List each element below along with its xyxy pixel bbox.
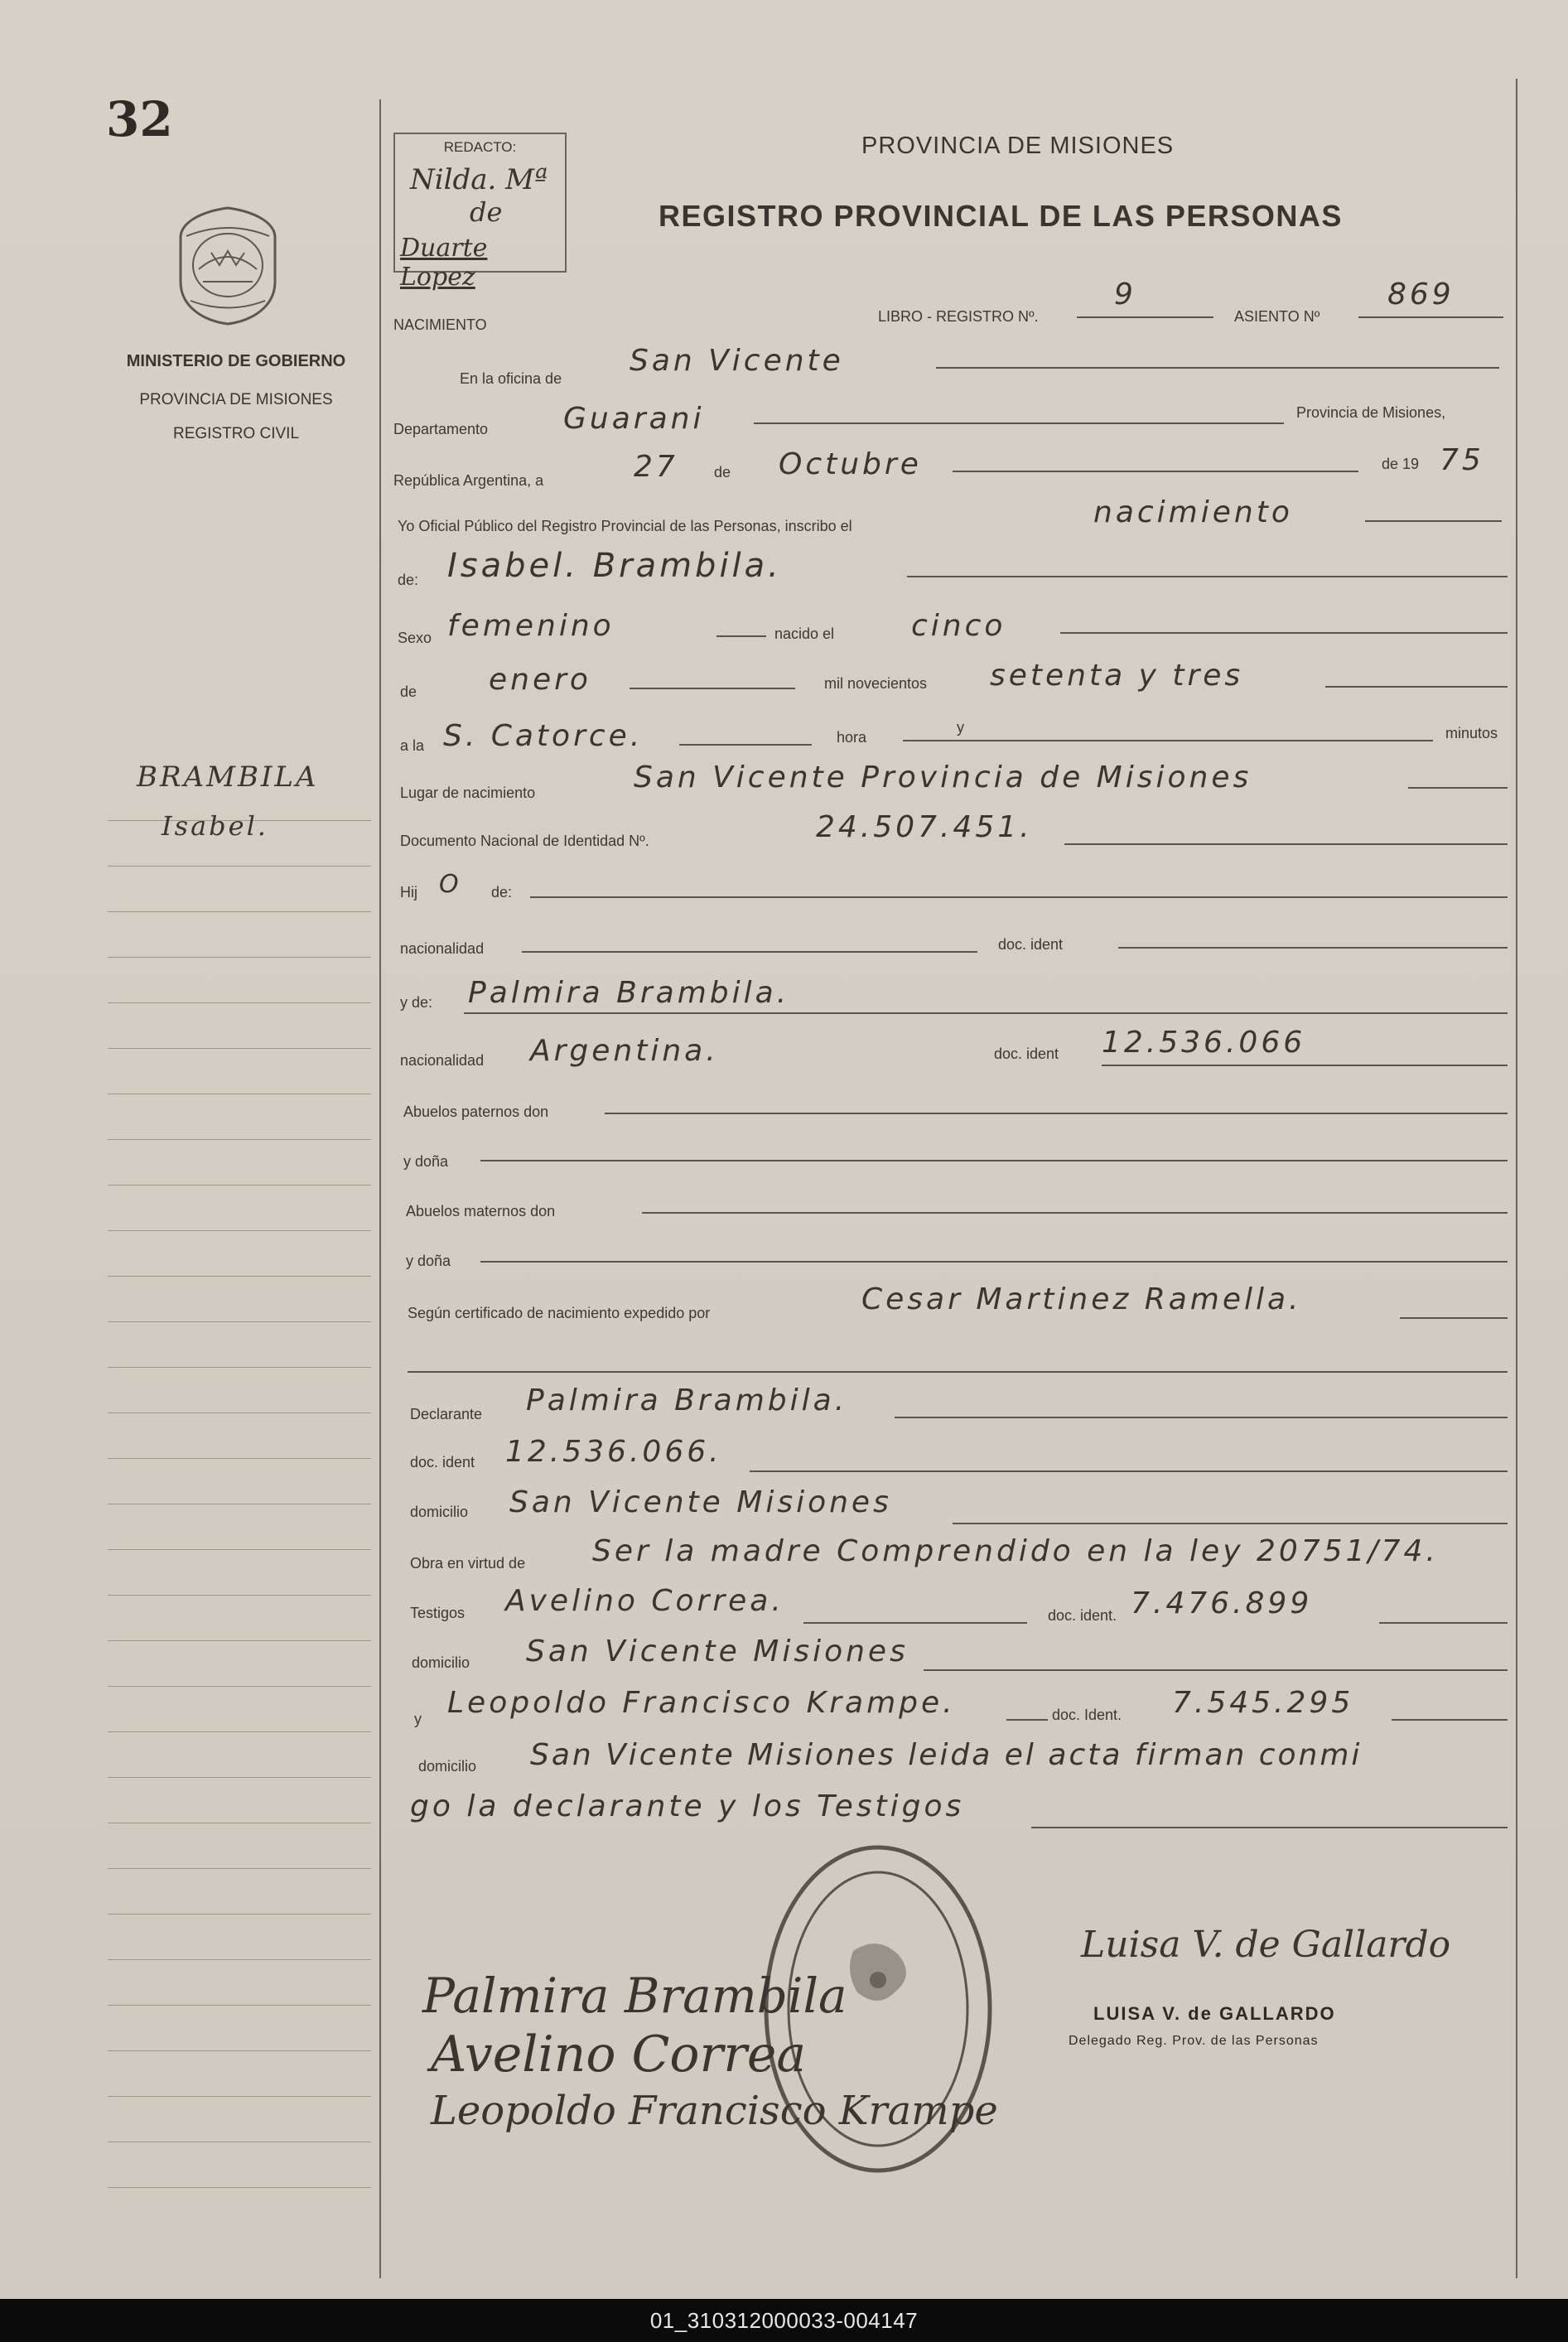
docident2-label: doc. ident — [994, 1045, 1059, 1062]
dni-label: Documento Nacional de Identidad Nº. — [400, 833, 649, 849]
republica-label: República Argentina, a — [393, 472, 544, 489]
t2-doc-label: doc. Ident. — [1052, 1707, 1122, 1723]
nac1-label: nacionalidad — [400, 940, 485, 957]
nac2-label: nacionalidad — [400, 1052, 485, 1069]
province-heading: PROVINCIA DE MISIONES — [861, 133, 1175, 159]
anio-value: 75 — [1440, 443, 1484, 477]
y2-label: y — [414, 1711, 422, 1727]
image-code-footer: 01_310312000033-004147 — [0, 2299, 1568, 2342]
libro-label: LIBRO - REGISTRO Nº. — [878, 308, 1039, 325]
domicilio2-value: San Vicente Misiones — [526, 1635, 909, 1668]
oficina-label: En la oficina de — [460, 370, 562, 387]
y-label: y — [957, 719, 964, 736]
redacto-name-line1: Nilda. Mª — [410, 163, 548, 196]
person-value: Isabel. Brambila. — [447, 547, 782, 585]
lugar-label: Lugar de nacimiento — [400, 785, 536, 801]
hora-label: hora — [837, 729, 867, 746]
provincia-suffix: Provincia de Misiones, — [1296, 404, 1446, 421]
testigo2-value: Leopoldo Francisco Krampe. — [447, 1686, 956, 1720]
anio-nac-value: setenta y tres — [990, 659, 1244, 693]
official-title-stamp: Delegado Reg. Prov. de las Personas — [1069, 2034, 1319, 2048]
domicilio2-label: domicilio — [412, 1654, 470, 1671]
de-person-label: de: — [398, 572, 419, 588]
nac2-value: Argentina. — [530, 1034, 719, 1068]
signature-leopoldo: Leopoldo Francisco Krampe — [431, 2088, 998, 2134]
asiento-label: ASIENTO Nº — [1234, 308, 1320, 325]
de-label: de — [714, 464, 731, 480]
dia-value: 27 — [634, 450, 678, 484]
right-frame-line — [1516, 79, 1517, 2278]
hijo-label: Hij — [400, 884, 417, 901]
nacido-label: nacido el — [774, 625, 835, 642]
nacido-value: cinco — [911, 609, 1006, 643]
obra-value: Ser la madre Comprendido en la ley 20751/74. — [592, 1534, 1439, 1568]
departamento-label: Departamento — [393, 421, 489, 437]
declarante-doc-label: doc. ident — [410, 1454, 475, 1470]
t1-doc-label: doc. ident. — [1048, 1607, 1117, 1624]
oficial-value: nacimiento — [1093, 495, 1293, 529]
cierre-value: go la declarante y los Testigos — [410, 1789, 965, 1823]
domicilio3-value: San Vicente Misiones leida el acta firman conmi — [530, 1738, 1363, 1772]
asiento-value: 869 — [1387, 278, 1455, 311]
libro-value: 9 — [1114, 278, 1136, 311]
dni-value: 24.507.451. — [816, 810, 1033, 844]
sexo-label: Sexo — [398, 630, 432, 646]
lugar-value: San Vicente Provincia de Misiones — [634, 761, 1252, 794]
signature-official: Luisa V. de Gallardo — [1081, 1924, 1451, 1966]
record-type: NACIMIENTO — [393, 316, 487, 333]
certificado-label: Según certificado de nacimiento expedido por — [408, 1305, 711, 1321]
mes-value: Octubre — [779, 447, 922, 481]
obra-label: Obra en virtud de — [410, 1555, 526, 1572]
declarante-value: Palmira Brambila. — [526, 1383, 848, 1417]
hora-value: S. Catorce. — [443, 719, 644, 753]
domicilio1-label: domicilio — [410, 1504, 469, 1520]
docident2-value: 12.536.066 — [1102, 1026, 1306, 1060]
t1-doc-value: 7.476.899 — [1131, 1586, 1313, 1620]
ministry-registry: REGISTRO CIVIL — [172, 425, 300, 442]
redacto-label: REDACTO: — [443, 139, 517, 155]
domicilio1-value: San Vicente Misiones — [509, 1485, 892, 1519]
mil-label: mil novecientos — [824, 675, 928, 692]
redacto-name-line2: de — [470, 196, 503, 228]
docident1-label: doc. ident — [998, 936, 1064, 953]
ministry-province: PROVINCIA DE MISIONES — [139, 391, 333, 408]
anio-prefix: de 19 — [1382, 456, 1420, 472]
a-las-label: a la — [400, 737, 425, 754]
testigo1-value: Avelino Correa. — [505, 1584, 784, 1618]
oficina-value: San Vicente — [630, 344, 844, 378]
abuelos-maternos-label: Abuelos maternos don — [406, 1203, 556, 1219]
testigos-label: Testigos — [410, 1605, 466, 1621]
certificado-value: Cesar Martinez Ramella. — [861, 1282, 1302, 1316]
abuelos-paternos-label: Abuelos paternos don — [403, 1103, 549, 1120]
hijo-suffix: O — [439, 870, 462, 899]
coat-of-arms-seal-icon — [174, 203, 282, 327]
official-name-stamp: LUISA V. de GALLARDO — [1093, 2003, 1336, 2024]
y-dona1-label: y doña — [403, 1153, 449, 1170]
ministry-title: MINISTERIO DE GOBIERNO — [126, 352, 346, 370]
yde-label: y de: — [400, 994, 433, 1011]
minutos-label: minutos — [1445, 725, 1498, 741]
sexo-value: femenino — [447, 609, 615, 643]
signature-avelino: Avelino Correa — [431, 2026, 807, 2084]
madre-value: Palmira Brambila. — [468, 976, 790, 1010]
departamento-value: Guarani — [563, 402, 705, 436]
oficial-label: Yo Oficial Público del Registro Provincial de las Personas, inscribo el — [398, 518, 852, 534]
margin-given-name: Isabel. — [162, 810, 268, 842]
t2-doc-value: 7.545.295 — [1172, 1686, 1354, 1720]
y-dona2-label: y doña — [406, 1253, 451, 1269]
hijo-de-label: de: — [491, 884, 513, 901]
registry-heading: REGISTRO PROVINCIAL DE LAS PERSONAS — [659, 199, 1343, 233]
margin-surname: BRAMBILA — [137, 761, 319, 794]
redacto-name-line3: Duarte Lopez — [400, 234, 488, 292]
left-frame-line — [379, 99, 381, 2278]
declarante-doc-value: 12.536.066. — [505, 1435, 722, 1469]
de2-label: de — [400, 683, 417, 700]
page-number: 32 — [106, 91, 173, 147]
domicilio3-label: domicilio — [418, 1758, 477, 1775]
declarante-label: Declarante — [410, 1406, 483, 1422]
mes-nac-value: enero — [489, 663, 591, 697]
redacto-box — [393, 133, 567, 292]
signature-palmira: Palmira Brambila — [422, 1968, 847, 2024]
